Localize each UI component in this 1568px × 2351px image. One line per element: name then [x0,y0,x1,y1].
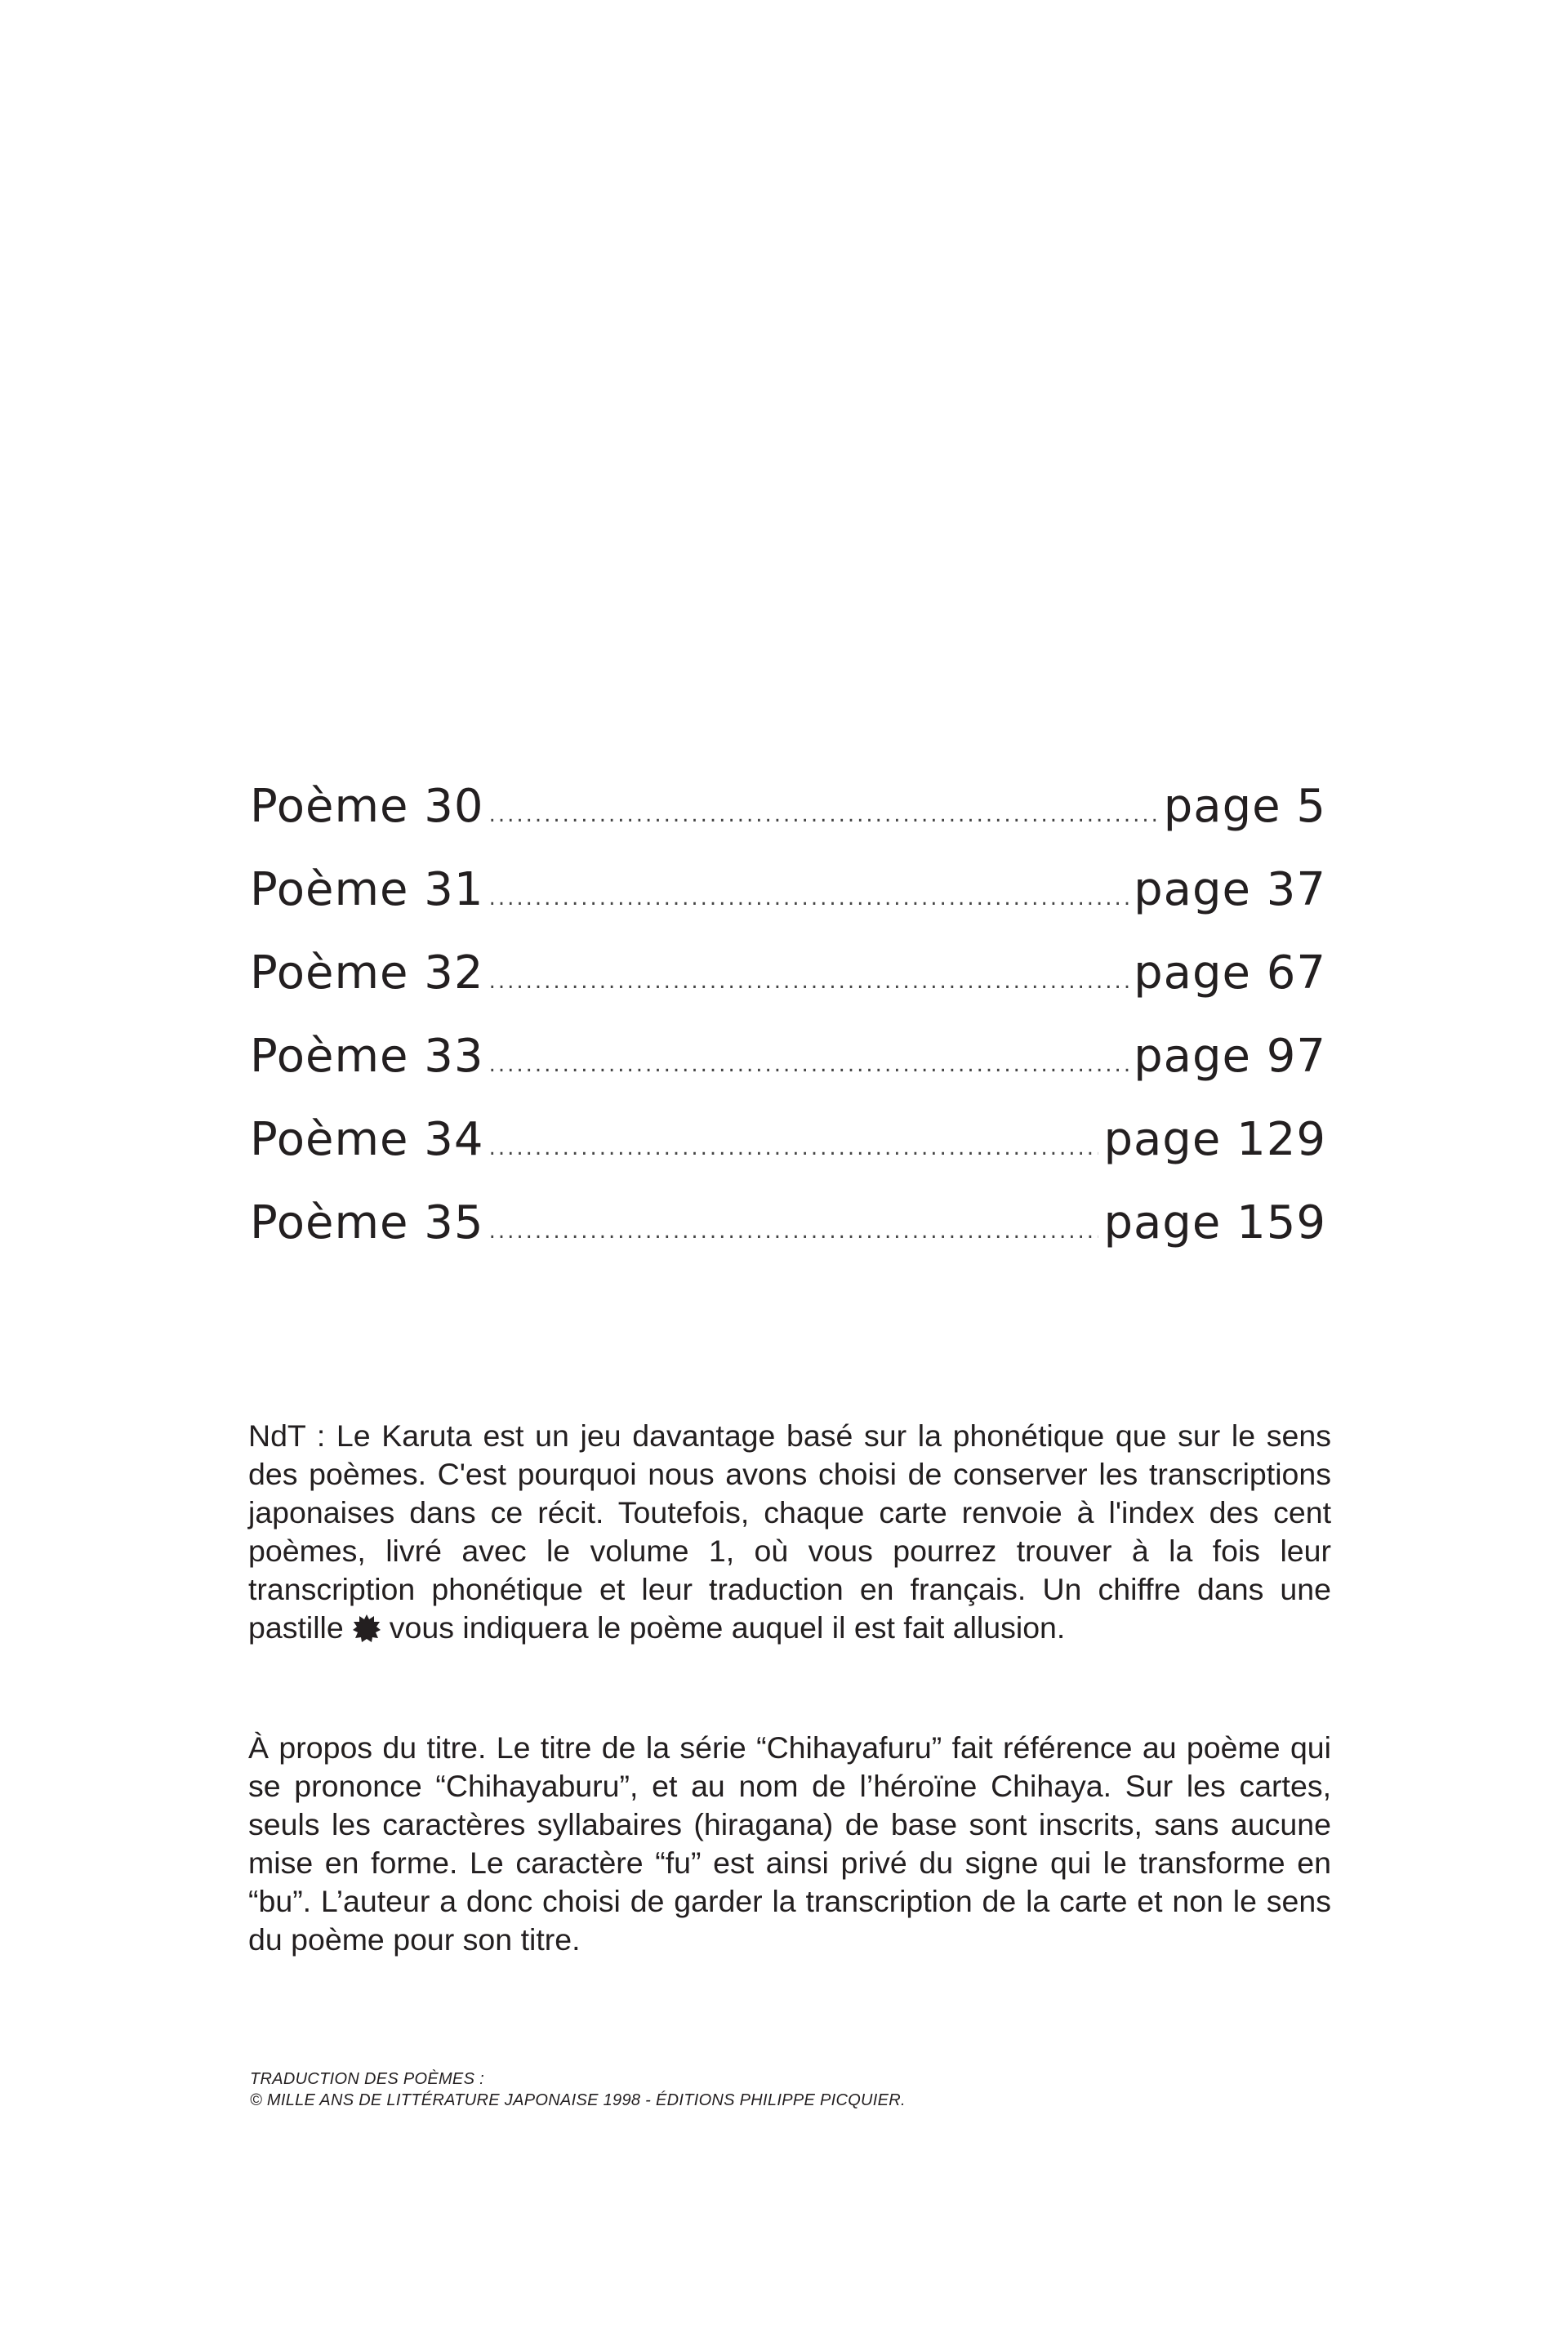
toc-poem-label: Poème 33 [250,1030,484,1083]
toc-poem-label: Poème 30 [250,780,484,833]
toc-page-number: page 159 [1103,1196,1326,1249]
table-of-contents [250,780,1326,1280]
toc-dot-leader [489,1136,1099,1160]
seal-icon [352,1614,381,1643]
credits-line: TRADUCTION DES POÈMES : [250,2070,484,2088]
toc-dot-leader [489,886,1129,911]
toc-page-number: page 97 [1134,1030,1326,1083]
toc-dot-leader [489,969,1129,994]
toc-poem-label: Poème 34 [250,1113,484,1166]
toc-entry [250,1196,1326,1280]
toc-entry [250,1030,1326,1113]
title-explanation: À propos du titre. Le titre de la série “Chihayafuru” fait référence au poème qui se prononce “Chihayaburu”, et au nom de l’héroïne Chihaya. Sur les cartes, seuls les caractères syllabaires (hiragana) de base sont inscrits, sans aucune mise en forme. Le caractère “fu” est ainsi privé du signe qui le transforme en “bu”. L’auteur a donc choisi de garder la transcription de la carte et non le sens du poème pour son titre. [248,1730,1331,1957]
toc-page-number: page 37 [1134,863,1326,916]
toc-poem-label: Poème 31 [250,863,484,916]
toc-dot-leader [489,803,1159,827]
toc-entry [250,863,1326,946]
toc-page-number: page 5 [1163,780,1326,833]
translator-note-text-end: vous indiquera le poème auquel il est fait allusion. [389,1610,1066,1645]
toc-poem-label: Poème 32 [250,946,484,1000]
toc-page-number: page 67 [1134,946,1326,1000]
toc-entry [250,780,1326,863]
toc-entry [250,1113,1326,1196]
toc-dot-leader [489,1219,1099,1244]
toc-dot-leader [489,1053,1129,1077]
translator-note-text: NdT : Le Karuta est un jeu davantage basé sur la phonétique que sur le sens des poèmes. C'est pourquoi nous avons choisi de conserver les transcriptions japonaises dans ce récit. Toutefois, chaque carte renvoie à l'index des cent poèmes, livré avec le volume 1, où vous pourrez trouver à la fois leur transcription phonétique et leur traduction en français. Un chiffre dans une pastille [248,1418,1331,1645]
credits [250,2068,1312,2111]
toc-poem-label: Poème 35 [250,1196,484,1249]
translator-note [248,1417,1331,1647]
credits-copyright: © MILLE ANS DE LITTÉRATURE JAPONAISE 1998 - ÉDITIONS PHILIPPE PICQUIER. [250,2091,906,2109]
toc-page-number: page 129 [1103,1113,1326,1166]
toc-entry [250,946,1326,1030]
